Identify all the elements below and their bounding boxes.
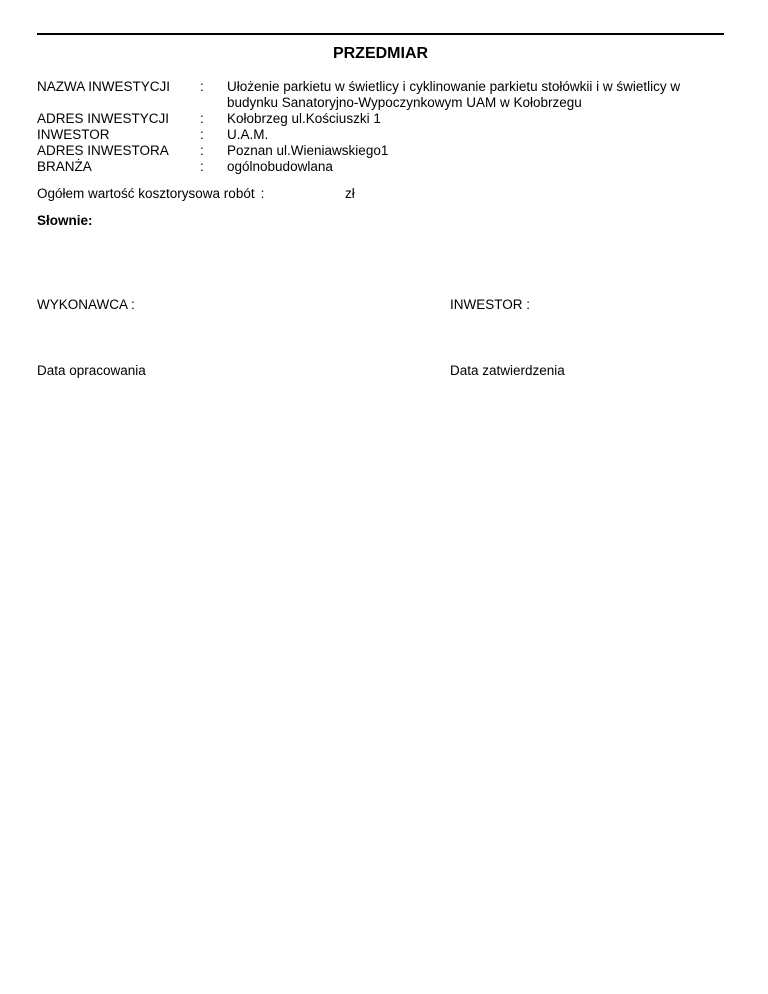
info-row-branch	[37, 159, 724, 175]
info-value: Kołobrzeg ul.Kościuszki 1	[227, 111, 381, 126]
info-label: BRANŻA	[37, 159, 92, 174]
document-title: PRZEDMIAR	[332, 45, 429, 62]
info-colon: :	[200, 79, 204, 94]
info-row-investor	[37, 127, 724, 143]
investment-info	[37, 79, 724, 175]
contractor-label: WYKONAWCA :	[37, 297, 135, 312]
info-row-investor-address	[37, 143, 724, 159]
info-value: U.A.M.	[227, 127, 269, 142]
investor-signature-label: INWESTOR :	[450, 297, 531, 312]
info-value: ogólnobudowlana	[227, 159, 333, 174]
total-cost-currency: zł	[345, 186, 355, 201]
info-colon: :	[200, 127, 204, 142]
approved-date-label: Data zatwierdzenia	[450, 363, 565, 378]
info-label: ADRES INWESTYCJI	[37, 111, 170, 126]
info-label: ADRES INWESTORA	[37, 143, 169, 158]
info-label: NAZWA INWESTYCJI	[37, 79, 171, 94]
prepared-date-label: Data opracowania	[37, 363, 146, 378]
top-rule	[37, 33, 724, 35]
info-colon: :	[200, 111, 204, 126]
info-row-investment-name	[37, 79, 724, 111]
info-value: Ułożenie parkietu w świetlicy i cyklinowanie parkietu stołówkii i w świetlicy w budynku Sanatoryjno-Wypoczynkowym UAM w Kołobrzegu	[227, 79, 681, 110]
total-cost-label: Ogółem wartość kosztorysowa robót	[37, 186, 255, 201]
in-words-label: Słownie:	[37, 213, 93, 228]
info-colon: :	[200, 159, 204, 174]
info-label: INWESTOR	[37, 127, 110, 142]
info-row-investment-address	[37, 111, 724, 127]
info-colon: :	[200, 143, 204, 158]
total-cost-line	[37, 186, 355, 201]
info-value: Poznan ul.Wieniawskiego1	[227, 143, 389, 158]
total-cost-colon: :	[260, 186, 265, 201]
